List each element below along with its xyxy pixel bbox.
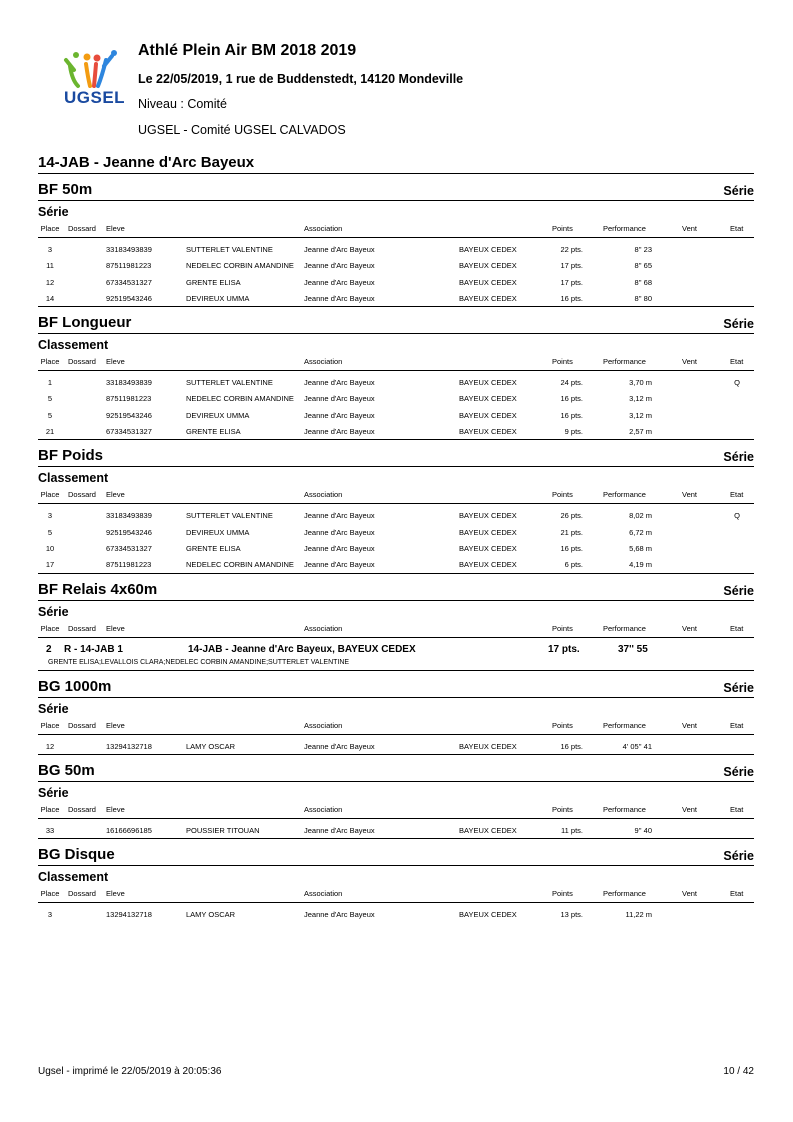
performance: 4' 05'' 41 [622,741,652,751]
column-headers [38,886,754,903]
col-association: Association [304,224,343,233]
event-header [38,573,754,598]
dossard: 92519543246 [106,293,152,303]
place: 17 [45,560,55,570]
relay-team: R - 14-JAB 1 [64,643,123,655]
event-rows [38,819,754,838]
event-header [38,306,754,331]
city: BAYEUX CEDEX [459,261,517,271]
event-type: Série [723,764,754,779]
athlete-name: DEVIREUX UMMA [186,410,250,420]
col-etat: Etat [730,357,744,367]
meeting-title: Athlé Plein Air BM 2018 2019 [138,42,357,59]
event-type: Série [723,450,754,465]
athlete-name: DEVIREUX UMMA [186,527,250,537]
performance: 3,12 m [629,410,652,420]
performance: 8'' 23 [634,245,652,254]
event-bg-1000m [38,670,754,754]
athlete-name: DEVIREUX UMMA [186,293,250,303]
col-points: Points [552,623,573,633]
event-bg-disque [38,838,754,922]
col-place: Place [40,224,60,233]
event-name: BF 50m [38,181,93,198]
association: Jeanne d'Arc Bayeux [304,410,375,420]
col-place: Place [40,623,60,633]
athlete-name: GRENTE ELISA [186,277,241,287]
ranking-label: Série [38,200,754,221]
event-rows [38,735,754,754]
place: 14 [45,293,55,303]
points: 21 pts. [560,527,583,537]
table-row [38,241,754,257]
page-number: 10 / 42 [723,1066,754,1077]
place: 3 [47,910,53,920]
col-vent: Vent [682,804,698,814]
table-row [38,540,754,556]
ugsel-logo [60,50,128,108]
col-place: Place [40,889,60,899]
col-eleve: Eleve [106,804,125,814]
col-etat: Etat [730,623,744,633]
city: BAYEUX CEDEX [459,427,517,437]
city: BAYEUX CEDEX [459,394,517,404]
col-vent: Vent [682,720,698,730]
performance: 8,02 m [629,511,652,521]
col-association: Association [304,720,343,730]
meeting-date-location: Le 22/05/2019, 1 rue de Buddenstedt, 14120 Mondeville [138,72,464,86]
association: Jeanne d'Arc Bayeux [304,427,375,437]
col-association: Association [304,490,343,500]
performance: 3,70 m [629,378,652,388]
association: Jeanne d'Arc Bayeux [304,910,375,920]
table-row [38,390,754,406]
performance: 5,68 m [629,543,652,553]
ranking-label: Classement [38,865,754,886]
col-vent: Vent [682,224,698,233]
performance: 11,22 m [625,910,652,920]
association: Jeanne d'Arc Bayeux [304,293,375,303]
event-type: Série [723,849,754,864]
relay-members: GRENTE ELISA;LEVALLOIS CLARA;NEDELEC CORBIN AMANDINE;SUTTERLET VALENTINE [48,658,350,666]
meeting-level: Niveau : Comité [138,97,227,111]
place: 5 [47,527,53,537]
athlete-name: GRENTE ELISA [186,427,241,437]
table-row [38,374,754,390]
event-rows [38,903,754,922]
etat: Q [734,378,740,388]
col-place: Place [40,804,60,814]
event-header [38,838,754,863]
col-eleve: Eleve [106,720,125,730]
event-bf-50m [38,173,754,306]
event-header [38,439,754,464]
col-etat: Etat [730,224,744,233]
city: BAYEUX CEDEX [459,543,517,553]
dossard: 67334531327 [106,277,152,287]
col-association: Association [304,623,343,633]
column-headers [38,221,754,238]
athlete-name: NEDELEC CORBIN AMANDINE [186,560,294,570]
col-points: Points [552,804,573,814]
event-type: Série [723,317,754,332]
association: Jeanne d'Arc Bayeux [304,378,375,388]
performance: 9'' 40 [634,825,652,835]
col-eleve: Eleve [106,357,125,367]
dossard: 92519543246 [106,410,152,420]
event-type: Série [723,184,754,198]
page-header [0,0,793,150]
table-row [38,274,754,290]
dossard: 33183493839 [106,245,152,254]
dossard: 16166696185 [106,825,152,835]
col-place: Place [40,357,60,367]
table-row [38,556,754,572]
dossard: 67334531327 [106,427,152,437]
relay-points: 17 pts. [548,643,580,655]
event-type: Série [723,583,754,598]
event-name: BF Longueur [38,314,132,332]
table-row [38,507,754,523]
place: 5 [47,394,53,404]
col-place: Place [40,720,60,730]
city: BAYEUX CEDEX [459,560,517,570]
col-eleve: Eleve [106,490,125,500]
points: 24 pts. [560,378,583,388]
city: BAYEUX CEDEX [459,277,517,287]
association: Jeanne d'Arc Bayeux [304,245,375,254]
col-points: Points [552,224,573,233]
column-headers [38,354,754,371]
ranking-label: Série [38,600,754,621]
place: 3 [47,511,53,521]
col-performance: Performance [603,623,646,633]
col-association: Association [304,357,343,367]
col-eleve: Eleve [106,224,125,233]
points: 16 pts. [560,543,583,553]
athlete-name: NEDELEC CORBIN AMANDINE [186,261,294,271]
logo-text: UGSEL [64,88,126,107]
place: 3 [47,245,53,254]
city: BAYEUX CEDEX [459,511,517,521]
event-header [38,754,754,779]
col-vent: Vent [682,357,698,367]
event-bf-poids [38,439,754,572]
col-etat: Etat [730,490,744,500]
relay-performance: 37'' 55 [618,643,648,655]
etat: Q [734,511,740,521]
event-rows [38,504,754,572]
relay-place: 2 [46,643,52,655]
col-dossard: Dossard [68,623,96,633]
athlete-name: LAMY OSCAR [186,910,236,920]
col-performance: Performance [603,357,646,367]
table-row [38,423,754,439]
athlete-name: POUSSIER TITOUAN [186,825,260,835]
association: Jeanne d'Arc Bayeux [304,527,375,537]
event-name: BF Relais 4x60m [38,580,158,598]
place: 12 [45,741,55,751]
ugsel-logo-figures [60,50,128,90]
performance: 4,19 m [629,560,652,570]
place: 33 [45,825,55,835]
col-vent: Vent [682,623,698,633]
event-header [38,670,754,695]
performance: 8'' 68 [634,277,652,287]
col-etat: Etat [730,720,744,730]
points: 17 pts. [560,261,583,271]
association: Jeanne d'Arc Bayeux [304,394,375,404]
city: BAYEUX CEDEX [459,910,517,920]
association: Jeanne d'Arc Bayeux [304,825,375,835]
col-dossard: Dossard [68,720,96,730]
athlete-name: GRENTE ELISA [186,543,241,553]
dossard: 13294132718 [106,910,152,920]
place: 12 [45,277,55,287]
col-association: Association [304,804,343,814]
dossard: 67334531327 [106,543,152,553]
place: 1 [47,378,53,388]
event-rows [38,238,754,306]
athlete-name: SUTTERLET VALENTINE [186,245,273,254]
col-etat: Etat [730,889,744,899]
table-row [38,822,754,838]
points: 26 pts. [560,511,583,521]
dossard: 13294132718 [106,741,152,751]
performance: 8'' 65 [634,261,652,271]
association: Jeanne d'Arc Bayeux [304,277,375,287]
column-headers [38,487,754,504]
col-vent: Vent [682,889,698,899]
col-performance: Performance [603,720,646,730]
event-name: BG 1000m [38,677,112,695]
city: BAYEUX CEDEX [459,741,517,751]
association: Jeanne d'Arc Bayeux [304,741,375,751]
athlete-name: LAMY OSCAR [186,741,236,751]
points: 17 pts. [560,277,583,287]
table-row [38,906,754,922]
ranking-label: Série [38,781,754,802]
event-type: Série [723,680,754,695]
col-points: Points [552,490,573,500]
column-headers [38,621,754,638]
performance: 8'' 80 [634,293,652,303]
event-name: BG Disque [38,846,115,864]
place: 21 [45,427,55,437]
col-performance: Performance [603,804,646,814]
col-points: Points [552,357,573,367]
dossard: 33183493839 [106,511,152,521]
city: BAYEUX CEDEX [459,293,517,303]
points: 13 pts. [560,910,583,920]
event-bg-50m [38,754,754,838]
col-performance: Performance [603,224,646,233]
association: Jeanne d'Arc Bayeux [304,543,375,553]
city: BAYEUX CEDEX [459,527,517,537]
col-eleve: Eleve [106,623,125,633]
athlete-name: SUTTERLET VALENTINE [186,378,273,388]
place: 5 [47,410,53,420]
table-row [38,524,754,540]
col-dossard: Dossard [68,224,96,233]
city: BAYEUX CEDEX [459,410,517,420]
athlete-name: SUTTERLET VALENTINE [186,511,273,521]
event-bf-relais [38,573,754,670]
dossard: 87511981223 [106,394,152,404]
dossard: 33183493839 [106,378,152,388]
col-dossard: Dossard [68,889,96,899]
points: 11 pts. [561,825,583,835]
print-footer: Ugsel - imprimé le 22/05/2019 à 20:05:36 [38,1066,222,1077]
col-performance: Performance [603,889,646,899]
results-content [38,150,754,922]
col-eleve: Eleve [106,889,125,899]
performance: 3,12 m [629,394,652,404]
dossard: 92519543246 [106,527,152,537]
points: 16 pts. [560,293,583,303]
ranking-label: Classement [38,333,754,354]
event-bf-longueur [38,306,754,439]
relay-row [38,638,754,658]
table-row [38,290,754,306]
points: 16 pts. [560,741,583,751]
event-name: BF Poids [38,447,104,465]
place: 10 [45,543,55,553]
event-name: BG 50m [38,761,95,779]
col-etat: Etat [730,804,744,814]
points: 6 pts. [564,560,583,570]
points: 16 pts. [560,394,583,404]
place: 11 [46,261,54,271]
table-row [38,738,754,754]
col-points: Points [552,889,573,899]
city: BAYEUX CEDEX [459,378,517,388]
association: Jeanne d'Arc Bayeux [304,511,375,521]
col-dossard: Dossard [68,804,96,814]
column-headers [38,718,754,735]
relay-club: 14-JAB - Jeanne d'Arc Bayeux, BAYEUX CEDEX [188,643,416,655]
association: Jeanne d'Arc Bayeux [304,560,375,570]
association: Jeanne d'Arc Bayeux [304,261,375,271]
table-row [38,257,754,273]
meeting-committee: UGSEL - Comité UGSEL CALVADOS [138,123,346,137]
col-association: Association [304,889,343,899]
city: BAYEUX CEDEX [459,825,517,835]
col-dossard: Dossard [68,357,96,367]
col-performance: Performance [603,490,646,500]
column-headers [38,802,754,819]
dossard: 87511981223 [106,560,152,570]
col-points: Points [552,720,573,730]
athlete-name: NEDELEC CORBIN AMANDINE [186,394,294,404]
ranking-label: Classement [38,466,754,487]
performance: 6,72 m [629,527,652,537]
points: 16 pts. [560,410,583,420]
col-place: Place [40,490,60,500]
city: BAYEUX CEDEX [459,245,517,254]
dossard: 87511981223 [106,261,152,271]
event-rows [38,371,754,439]
club-title: 14-JAB - Jeanne d'Arc Bayeux [38,154,255,171]
event-header [38,173,754,198]
ranking-label: Série [38,697,754,718]
table-row [38,407,754,423]
points: 9 pts. [564,427,583,437]
col-dossard: Dossard [68,490,96,500]
performance: 2,57 m [629,427,652,437]
points: 22 pts. [560,245,583,254]
col-vent: Vent [682,490,698,500]
